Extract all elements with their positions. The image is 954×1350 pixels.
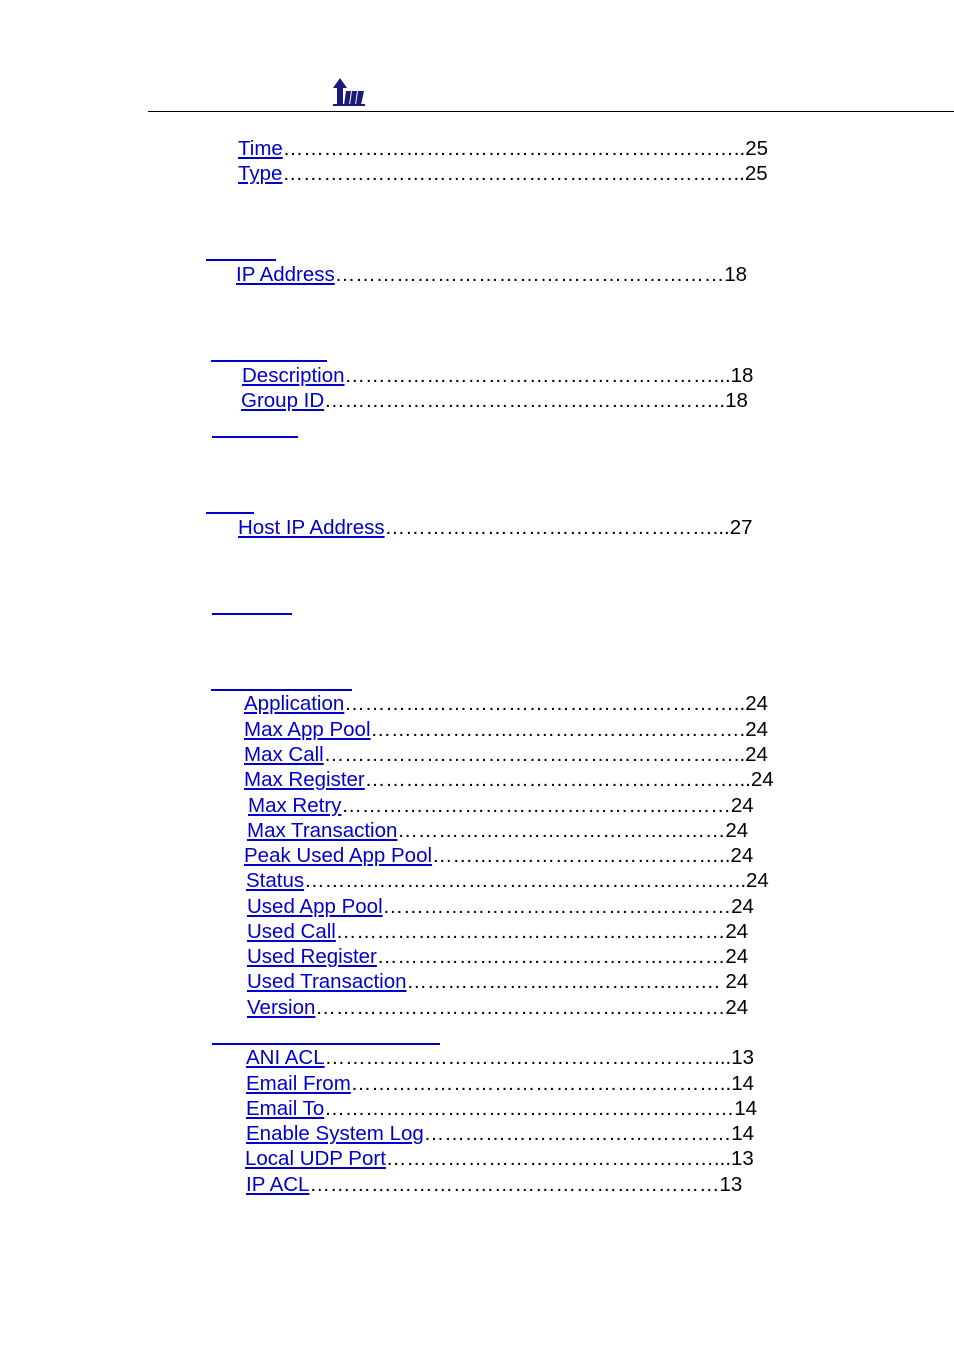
entry-link[interactable]: Used App Pool (247, 895, 383, 918)
page-number: 24 (725, 996, 749, 1019)
entry-link[interactable]: ANI ACL (246, 1046, 325, 1069)
page-number: 24 (745, 718, 769, 741)
page-number: 24 (750, 768, 774, 791)
entry-link[interactable]: Max App Pool (244, 718, 371, 741)
entry-link[interactable]: Email To (246, 1097, 325, 1120)
entry-link[interactable]: Description (242, 364, 345, 387)
page-number: 13 (731, 1046, 755, 1069)
dot-leader: …………………………………………… (382, 895, 732, 918)
entry-link[interactable]: Email From (246, 1072, 351, 1095)
index-entry[interactable] (244, 768, 774, 792)
page-number: 18 (730, 364, 754, 387)
page-number: 24 (746, 869, 769, 892)
page-number: 24 (745, 692, 769, 715)
section-heading-rule (212, 436, 298, 438)
dot-leader: …………………………………………………….. (323, 743, 746, 766)
entry-link[interactable]: Max Call (244, 743, 324, 766)
dot-leader: ………………………………………………….. (344, 692, 746, 715)
entry-link[interactable]: Host IP Address (238, 516, 385, 539)
entry-link[interactable]: Peak Used App Pool (244, 844, 433, 867)
dot-leader: ………………………………………. (406, 970, 720, 993)
section-heading-rule (212, 1043, 440, 1045)
index-entry[interactable] (246, 1173, 742, 1197)
dot-leader: …………………………………………… (376, 945, 726, 968)
entry-link[interactable]: IP Address (236, 263, 335, 286)
dot-leader: …………………………………………………... (324, 1046, 732, 1069)
page-number: 14 (731, 1122, 755, 1145)
page-number: 18 (725, 389, 748, 412)
dot-leader: ………………………………………………… (341, 794, 731, 817)
dot-leader: ………………………………………………….. (324, 389, 726, 412)
dot-leader: ………………………………………………... (344, 364, 731, 387)
dot-leader: ………………………………………………... (364, 768, 751, 791)
section-heading-rule (212, 613, 292, 615)
entry-link[interactable]: Used Call (247, 920, 336, 943)
index-entry[interactable] (242, 364, 753, 388)
page-number: 13 (719, 1173, 743, 1196)
entry-link[interactable]: Local UDP Port (245, 1147, 386, 1170)
dot-leader: …………………………………………………… (309, 1173, 720, 1196)
page-number: 18 (724, 263, 748, 286)
dot-leader: ………………………………………………… (334, 263, 725, 286)
index-entry[interactable] (244, 844, 753, 868)
index-entry[interactable] (247, 945, 748, 969)
index-entry[interactable] (247, 970, 748, 994)
page-number: 24 (725, 920, 749, 943)
page-number: 24 (725, 945, 749, 968)
index-entry[interactable] (244, 692, 768, 716)
section-heading-rule (206, 259, 276, 261)
index-entry[interactable] (238, 137, 768, 161)
dot-leader: …………………………………………... (384, 516, 730, 539)
entry-link[interactable]: Used Transaction (247, 970, 407, 993)
index-entry[interactable] (246, 1122, 754, 1146)
dot-leader: ………………………………………… (397, 819, 726, 842)
index-entry[interactable] (248, 794, 754, 818)
entry-link[interactable]: Status (246, 869, 305, 892)
index-entry[interactable] (236, 263, 747, 287)
index-entry[interactable] (247, 895, 754, 919)
dot-leader: ……………………………………… (423, 1122, 732, 1145)
index-entry[interactable] (246, 1097, 757, 1121)
page-number: 25 (744, 162, 768, 185)
page-number: 24 (745, 743, 768, 766)
page-number: 14 (734, 1097, 758, 1120)
index-entry[interactable] (241, 389, 748, 413)
section-heading-rule (211, 360, 327, 362)
dot-leader: …………………………………….. (432, 844, 731, 867)
entry-link[interactable]: Max Register (244, 768, 365, 791)
index-entry[interactable] (247, 996, 748, 1020)
page-number: 27 (729, 516, 753, 539)
entry-link[interactable]: Max Retry (248, 794, 342, 817)
index-entry[interactable] (246, 1072, 754, 1096)
entry-link[interactable]: IP ACL (246, 1173, 310, 1196)
index-entry[interactable] (246, 869, 769, 893)
entry-link[interactable]: Used Register (247, 945, 377, 968)
entry-link[interactable]: Enable System Log (246, 1122, 424, 1145)
entry-link[interactable]: Application (244, 692, 345, 715)
dot-leader: ………………………………………………………….. (282, 162, 745, 185)
entry-link[interactable]: Time (238, 137, 283, 160)
page-number: 14 (731, 1072, 755, 1095)
page-number: 13 (731, 1147, 754, 1170)
dot-leader: ……………………………………………….. (350, 1072, 732, 1095)
company-logo-icon (331, 77, 367, 107)
dot-leader: ………………………………………………. (370, 718, 746, 741)
page-number: 24 (719, 970, 749, 993)
entry-link[interactable]: Type (238, 162, 283, 185)
header-rule (148, 111, 954, 112)
section-heading-rule (211, 689, 352, 691)
entry-link[interactable]: Max Transaction (247, 819, 398, 842)
page-number: 24 (730, 844, 754, 867)
index-entry[interactable] (244, 743, 768, 767)
index-entry[interactable] (246, 1046, 754, 1070)
page-number: 25 (745, 137, 769, 160)
index-entry[interactable] (244, 718, 768, 742)
index-entry[interactable] (245, 1147, 754, 1171)
page-number: 24 (731, 895, 754, 918)
index-entry[interactable] (238, 162, 768, 186)
page-number: 24 (725, 819, 749, 842)
index-entry[interactable] (247, 819, 748, 843)
dot-leader: …………………………………………………… (324, 1097, 735, 1120)
index-entry[interactable] (247, 920, 748, 944)
entry-link[interactable]: Version (247, 996, 316, 1019)
dot-leader: ………………………………………………… (335, 920, 726, 943)
dot-leader: …………………………………………………… (315, 996, 726, 1019)
dot-leader: ………………………………………………………….. (282, 137, 746, 160)
entry-link[interactable]: Group ID (241, 389, 325, 412)
index-entry[interactable] (238, 516, 753, 540)
section-heading-rule (206, 512, 254, 514)
dot-leader: ……………………………………………………….. (304, 869, 747, 892)
page-number: 24 (730, 794, 754, 817)
dot-leader: …………………………………………... (385, 1147, 732, 1170)
